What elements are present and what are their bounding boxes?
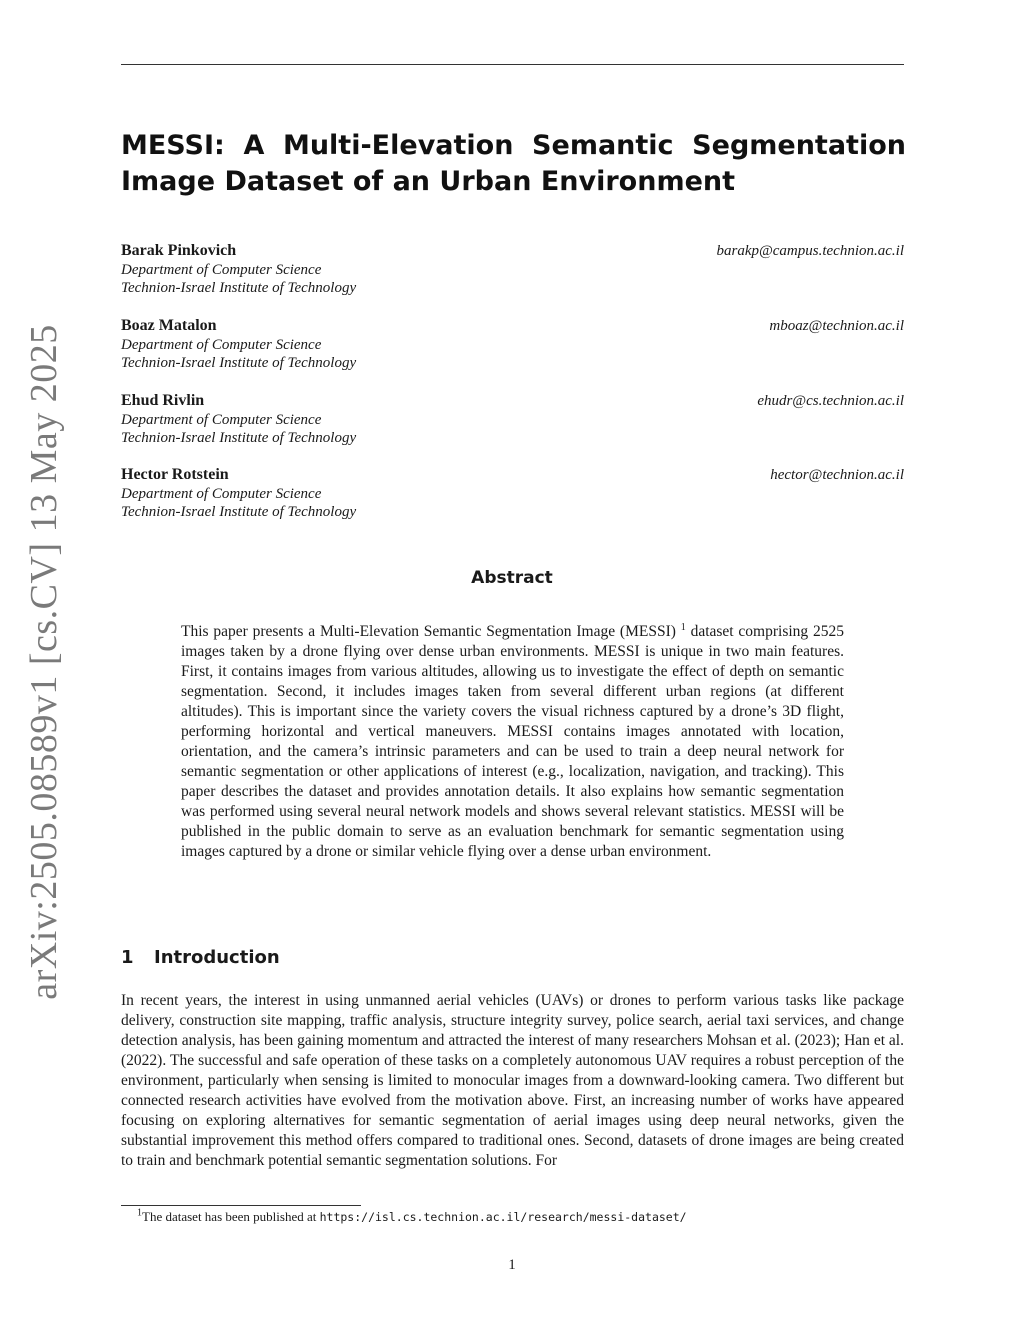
author-department: Department of Computer Science (121, 261, 322, 278)
footnote-mark: 1 (680, 621, 686, 633)
abstract-text-part: dataset comprising 2525 images taken by a drone flying over dense urban environments. MESSI is unique in two main features. First, it contains images from various altitudes, allowing us to investigate the effect of depth on semantic segmentation. Second, it includes images taken from several different urban regions (at different altitudes). This is important since the variety covers the visual richness captured by a drone’s 3D flight, performing horizontal and vertical maneuvers. MESSI contains images annotated with location, orientation, and the camera’s intrinsic parameters and can be used to train a deep neural network for semantic segmentation or other applications of interest (e.g., localization, navigation, and tracking). This paper describes the dataset and provides annotation details. It also explains how semantic segmentation was performed using several neural network models and shows several relevant statistics. MESSI will be published in the public domain to serve as an evaluation benchmark for semantic segmentation using images captured by a drone or similar vehicle flying over a dense urban environment. (181, 623, 844, 860)
author-department: Department of Computer Science (121, 336, 322, 353)
abstract-text (181, 622, 844, 862)
author-block (121, 466, 904, 522)
author-email: mboaz@technion.ac.il (769, 318, 904, 334)
abstract-heading: Abstract (471, 568, 553, 588)
author-department: Department of Computer Science (121, 485, 322, 502)
page-number: 1 (508, 1257, 516, 1273)
introduction-text: In recent years, the interest in using unmanned aerial vehicles (UAVs) or drones to perform various tasks like package delivery, construction site mapping, traffic analysis, structure integrity survey, police search, aerial taxi services, and change detection analysis, has been gaining momentum and attracted the interest of many researchers Mohsan et al. (2023); Han et al. (2022). The successful and safe operation of these tasks on a completely autonomous UAV requires a robust perception of the environment, particularly when sensing is limited to monocular images from a downward-looking camera. Two different but connected research activities have evolved from the motivation above. First, an increasing number of works have appeared focusing on exploring alternatives for semantic segmentation of aerial images using deep neural networks, given the substantial improvement this method offers compared to traditional ones. Second, datasets of drone images are being created to train and benchmark potential semantic segmentation solutions. For (121, 992, 904, 1169)
footnote-mark: 1 (137, 1207, 142, 1219)
abstract-text-part: This paper presents a Multi-Elevation Semantic Segmentation Image (MESSI) (181, 623, 676, 640)
author-institution: Technion-Israel Institute of Technology (121, 430, 357, 446)
top-rule (121, 64, 904, 65)
dataset-url-link[interactable]: https://isl.cs.technion.ac.il/research/messi-dataset/ (319, 1210, 687, 1224)
section-number: 1 (121, 947, 134, 968)
author-name: Barak Pinkovich (121, 242, 237, 259)
author-name: Boaz Matalon (121, 317, 217, 334)
author-institution: Technion-Israel Institute of Technology (121, 280, 357, 296)
author-name: Ehud Rivlin (121, 392, 205, 409)
footnote (137, 1209, 904, 1225)
author-email: hector@technion.ac.il (770, 467, 904, 483)
paper-title: MESSI: A Multi-Elevation Semantic Segmentation Image Dataset of an Urban Environment (121, 130, 906, 197)
author-department: Department of Computer Science (121, 411, 322, 428)
footnote-text: The dataset has been published at (142, 1209, 320, 1224)
author-email: barakp@campus.technion.ac.il (716, 243, 904, 259)
arxiv-identifier-stamp: arXiv:2505.08589v1 [cs.CV] 13 May 2025 (23, 324, 65, 1000)
section-title: Introduction (154, 947, 280, 968)
author-institution: Technion-Israel Institute of Technology (121, 355, 357, 371)
author-name: Hector Rotstein (121, 466, 229, 483)
author-block (121, 242, 904, 298)
author-block (121, 392, 904, 448)
section-heading (121, 947, 280, 968)
author-block (121, 317, 904, 373)
author-email: ehudr@cs.technion.ac.il (757, 393, 904, 409)
footnote-rule (121, 1205, 361, 1206)
author-institution: Technion-Israel Institute of Technology (121, 504, 357, 520)
